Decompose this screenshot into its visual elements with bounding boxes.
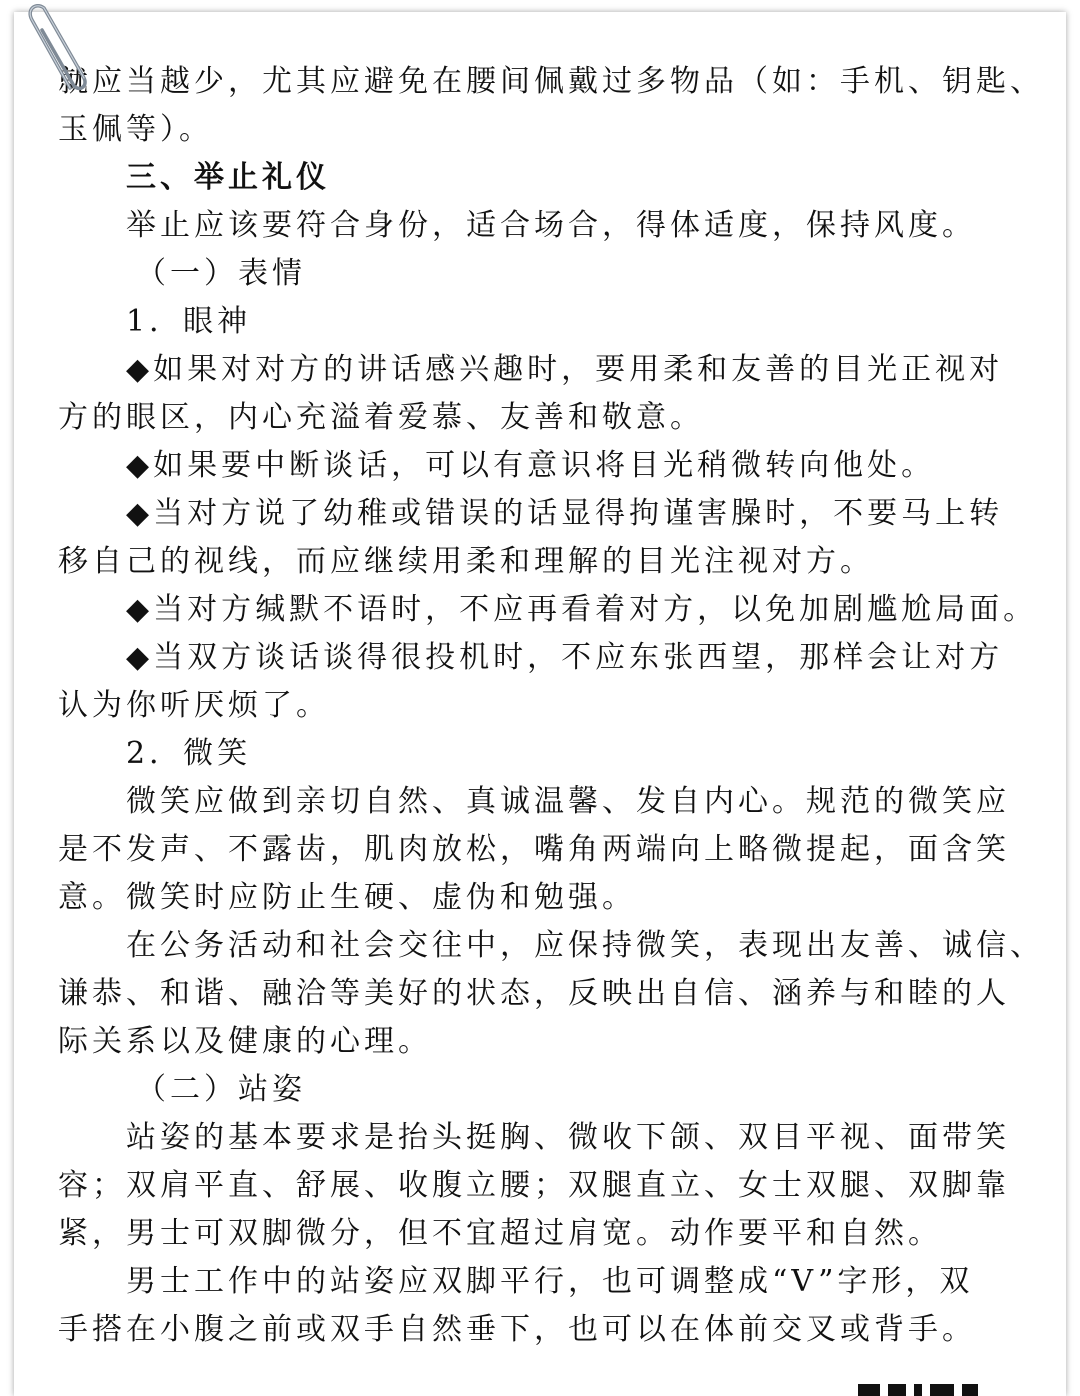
text-line: 手搭在小腹之前或双手自然垂下，也可以在体前交叉或背手。: [58, 1312, 976, 1347]
text-line: 在公务活动和社会交往中，应保持微笑，表现出友善、诚信、: [126, 928, 1044, 963]
text-line: 际关系以及健康的心理。: [58, 1024, 432, 1059]
text-line: 移自己的视线，而应继续用柔和理解的目光注视对方。: [58, 544, 874, 579]
text-line: ◆如果对对方的讲话感兴趣时，要用柔和友善的目光正视对: [126, 352, 1004, 387]
document-body: [58, 58, 1044, 1354]
text-line: ◆当对方说了幼稚或错误的话显得拘谨害臊时，不要马上转: [126, 496, 1004, 531]
text-line: 举止应该要符合身份，适合场合，得体适度，保持风度。: [126, 208, 976, 243]
qr-code-icon: [858, 1384, 978, 1396]
text-line: 微笑应做到亲切自然、真诚温馨、发自内心。规范的微笑应: [126, 784, 1010, 819]
text-line: 1．眼神: [126, 304, 252, 339]
text-line: 紧，男士可双脚微分，但不宜超过肩宽。动作要平和自然。: [58, 1216, 942, 1251]
text-line: 容；双肩平直、舒展、收腹立腰；双腿直立、女士双腿、双脚靠: [58, 1168, 1010, 1203]
text-line: 意。微笑时应防止生硬、虚伪和勉强。: [58, 880, 636, 915]
text-line: 就应当越少，尤其应避免在腰间佩戴过多物品（如：手机、钥匙、: [58, 64, 1044, 99]
text-line: ◆当双方谈话谈得很投机时，不应东张西望，那样会让对方: [126, 640, 1004, 675]
text-line: （二）站姿: [136, 1072, 306, 1107]
text-line: ◆如果要中断谈话，可以有意识将目光稍微转向他处。: [126, 448, 936, 483]
text-line: ◆当对方缄默不语时，不应再看着对方，以免加剧尴尬局面。: [126, 592, 1038, 627]
section-heading: 三、举止礼仪: [126, 160, 330, 195]
text-line: 认为你听厌烦了。: [58, 688, 330, 723]
text-line: （一）表情: [136, 256, 306, 291]
text-line: 是不发声、不露齿，肌肉放松，嘴角两端向上略微提起，面含笑: [58, 832, 1010, 867]
text-line: 男士工作中的站姿应双脚平行，也可调整成“V”字形，双: [126, 1264, 974, 1299]
text-line: 站姿的基本要求是抬头挺胸、微收下颌、双目平视、面带笑: [126, 1120, 1010, 1155]
text-line: 玉佩等）。: [58, 112, 213, 147]
paperclip-icon: [18, 0, 98, 96]
text-line: 谦恭、和谐、融洽等美好的状态，反映出自信、涵养与和睦的人: [58, 976, 1010, 1011]
text-line: 2．微笑: [126, 736, 252, 771]
text-line: 方的眼区，内心充溢着爱慕、友善和敬意。: [58, 400, 704, 435]
